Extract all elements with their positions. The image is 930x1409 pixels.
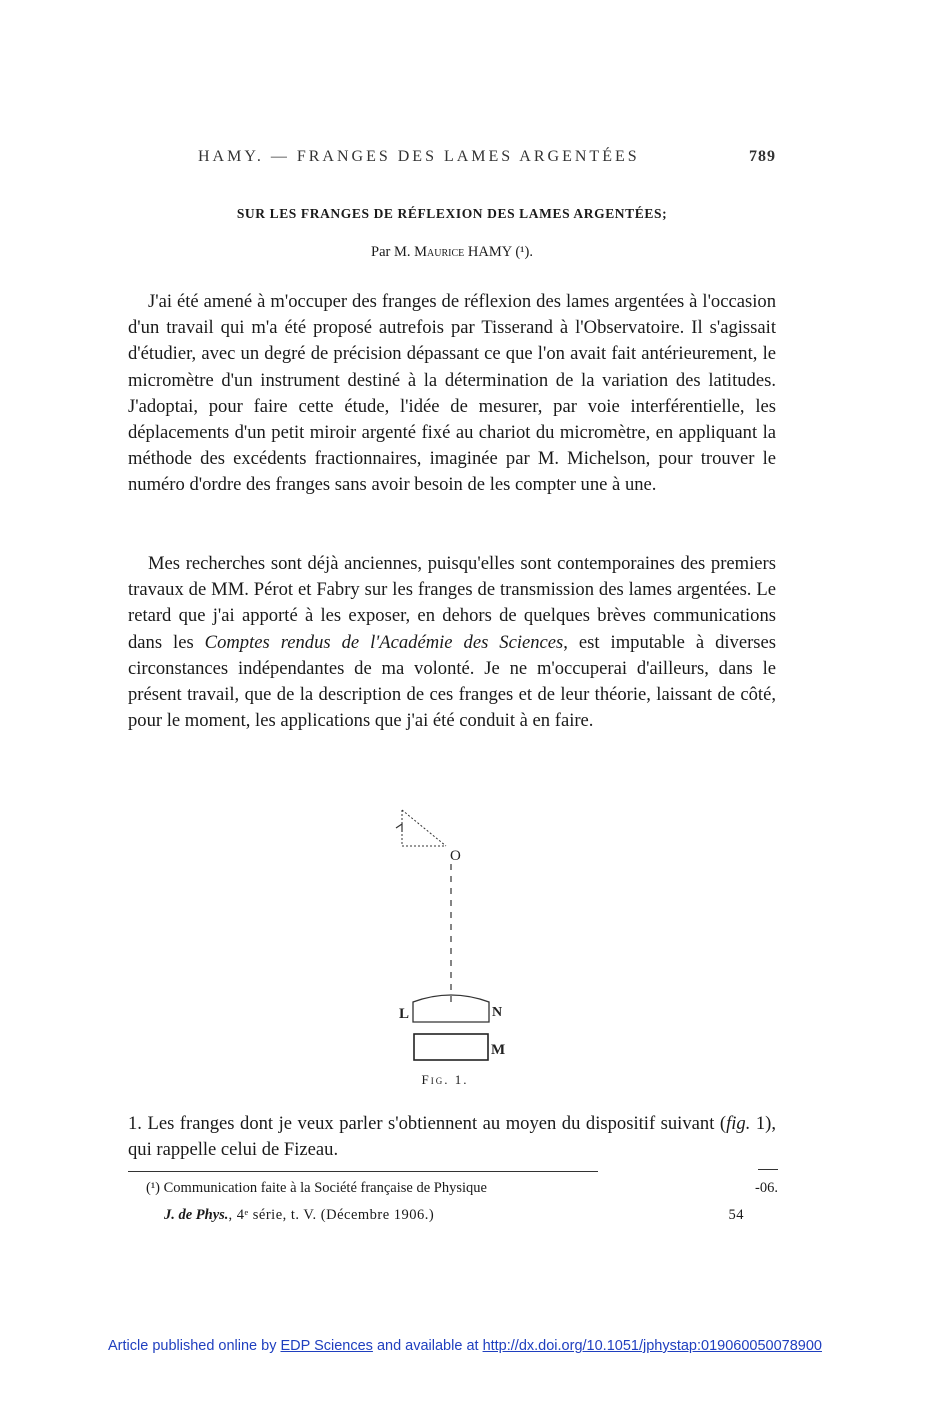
comptes-rendus-reference: Comptes rendus de l'Académie des Sciences [204,631,564,653]
label-o: O [450,848,461,864]
mirror-m [414,1034,488,1060]
figure-caption: Fig. 1. [421,1072,469,1087]
running-header [128,146,776,170]
paragraph-intro [128,289,776,499]
figure-1-diagram [380,808,530,1078]
publication-footer [0,1338,930,1354]
footnote-1-right: -06. [755,1180,778,1196]
running-title: HAMY. — FRANGES DES LAMES ARGENTÉES [198,148,640,165]
paragraph-3-part-2: 1), qui rappelle celui de Fizeau. [128,1113,776,1161]
label-m: M [491,1042,506,1058]
footnote-divider-short [758,1169,778,1170]
page-number: 789 [749,148,776,165]
label-l: L [399,1006,410,1022]
paragraph-section-1 [128,1111,776,1163]
sheet-signature: 54 [728,1207,744,1223]
article-title: SUR LES FRANGES DE RÉFLEXION DES LAMES ARGENTÉES; [236,206,668,221]
journal-citation [164,1207,744,1227]
paragraph-2-part-1: Mes recherches sont déjà anciennes, puisqu'elles sont contemporaines des premiers travaux de MM. Pérot et Fabry sur les franges de transmission des lames argentées. Le retard que j'ai apporté à les exposer, en dehors de quelques brèves communications dans les [128,553,776,653]
small-mirror [396,824,402,832]
byline [128,244,776,261]
footnote-1-text: (¹) Communication faite à la Société française de Physique [146,1180,487,1196]
paragraph-1-text: J'ai été amené à m'occuper des franges de réflexion des lames argentées à l'occasion d'un travail qui m'a été proposé autrefois par Tisserand à l'Observatoire. Il s'agissait d'étudier, avec un degré de précision dépassant ce que l'on avait fait antérieurement, le micromètre d'un instrument destiné à la détermination de la variation des latitudes. J'adoptai, pour faire cette étude, l'idée de mesurer, par voie interférentielle, les déplacements d'un petit miroir argenté fixé au chariot du micromètre, en appliquant la méthode des excédents fractionnaires, imaginée par M. Michelson, pour trouver le numéro d'ordre des franges sans avoir besoin de les compter une à une. [128,291,776,496]
doi-link[interactable]: http://dx.doi.org/10.1051/jphystap:019060050078900 [482,1338,822,1354]
label-n: N [492,1005,503,1020]
paragraph-research [128,551,776,734]
apparatus-diagram [380,808,530,1078]
author-first-name: Maurice [414,244,465,260]
footer-prefix: Article published online by [108,1338,277,1354]
journal-issue: , 4ᵉ série, t. V. (Décembre 1906.) [228,1207,435,1223]
journal-name: J. de Phys. [164,1207,229,1223]
fig-reference: fig. [726,1113,751,1134]
byline-prefix: Par M. [371,244,411,260]
footnote-marker: (¹). [515,244,533,260]
footer-middle: and available at [376,1338,479,1354]
prism-outline [402,810,446,846]
paragraph-3-part-1: 1. Les franges dont je veux parler s'obtiennent au moyen du dispositif suivant ( [128,1113,727,1134]
author-last-name: HAMY [467,244,512,260]
paragraph-2-part-2: , est imputable à diverses circonstances indépendantes de ma volonté. Je ne m'occuperai d'ailleurs, dans le présent travail, que de la description de ces franges et de leur théorie, laissant de côté, pour le moment, les applications que j'ai été conduit à en faire. [128,631,776,732]
footnote-divider [128,1171,598,1172]
footnote-1 [146,1180,778,1200]
paragraph-3-text [128,1111,776,1163]
edp-sciences-link[interactable]: EDP Sciences [280,1338,373,1354]
paragraph-2-text [128,551,776,734]
